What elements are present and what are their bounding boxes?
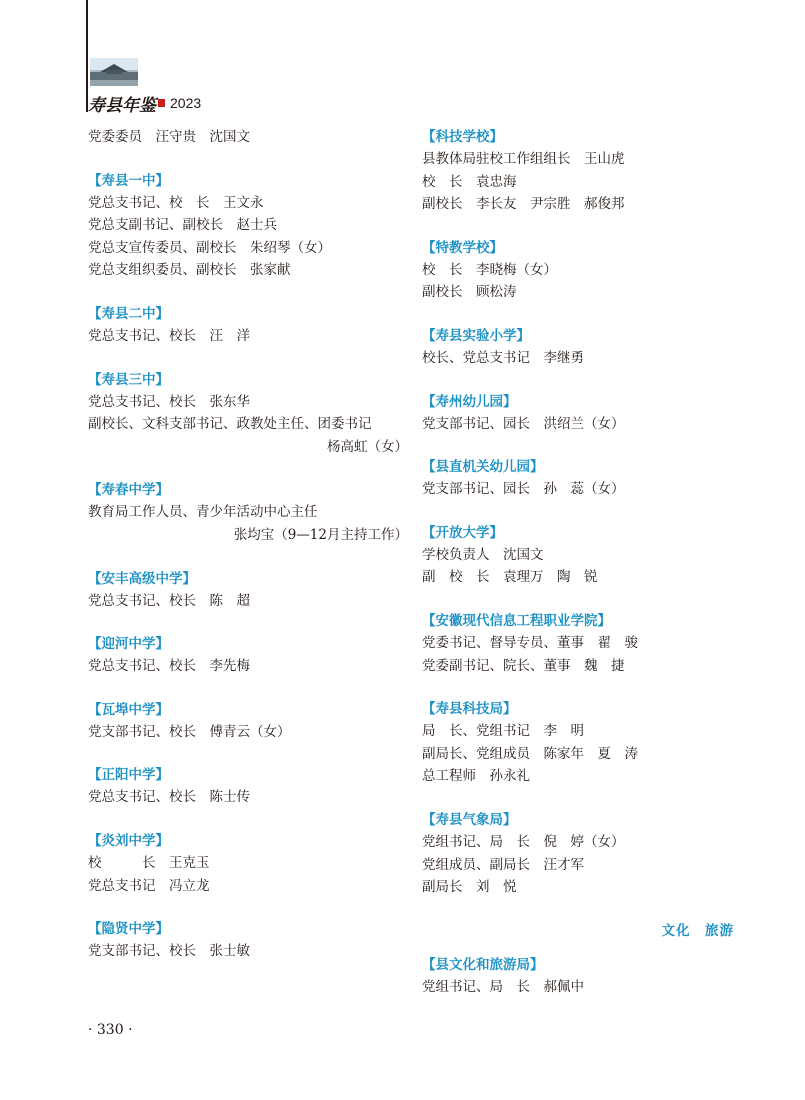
right-column <box>422 126 742 1019</box>
personnel-line: 党支部书记、校长 张士敏 <box>88 943 250 960</box>
section-heading: 【寿州幼儿园】 <box>422 393 517 410</box>
personnel-line: 党总支书记、校长 陈士传 <box>88 789 250 806</box>
org-section <box>422 954 742 999</box>
top-line: 党委委员 汪守贵 沈国文 <box>88 129 250 145</box>
personnel-line: 党组成员、副局长 汪才军 <box>422 856 584 873</box>
section-heading: 【寿县科技局】 <box>422 701 517 718</box>
yearbook-logo <box>88 92 201 114</box>
personnel-line: 校 长 袁忠海 <box>422 173 517 190</box>
org-section <box>422 610 742 677</box>
org-section <box>422 809 742 899</box>
org-section <box>88 479 408 546</box>
personnel-line: 杨高虹（女） <box>327 438 408 455</box>
section-heading: 【寿县二中】 <box>88 305 169 322</box>
personnel-line: 党总支书记、校长 李先梅 <box>88 658 250 675</box>
org-section <box>422 522 742 589</box>
org-section <box>422 126 742 216</box>
personnel-line: 副 校 长 袁理万 陶 锐 <box>422 569 598 586</box>
personnel-line: 学校负责人 沈国文 <box>422 546 544 563</box>
personnel-line: 副局长、党组成员 陈家年 夏 涛 <box>422 745 638 762</box>
logo-text: 寿县年鉴 <box>88 95 156 116</box>
personnel-line: 局 长、党组书记 李 明 <box>422 723 584 740</box>
org-section <box>422 325 742 370</box>
personnel-line: 党总支书记 冯立龙 <box>88 877 210 894</box>
personnel-line: 副校长 顾松涛 <box>422 284 517 301</box>
intro-block <box>88 126 408 149</box>
section-heading: 【隐贤中学】 <box>88 921 169 938</box>
section-heading: 【寿县三中】 <box>88 371 169 388</box>
org-section <box>422 391 742 436</box>
personnel-line: 党总支书记、校 长 王文永 <box>88 194 264 211</box>
left-column <box>88 126 408 984</box>
section-heading: 【特教学校】 <box>422 239 503 256</box>
personnel-line: 党总支组织委员、副校长 张家献 <box>88 262 291 279</box>
org-section <box>88 369 408 459</box>
section-heading: 【开放大学】 <box>422 524 503 541</box>
section-heading: 【县直机关幼儿园】 <box>422 459 544 476</box>
org-section <box>88 699 408 744</box>
personnel-line: 副局长 刘 悦 <box>422 879 517 896</box>
header-banner-image <box>90 58 138 86</box>
personnel-line: 党组书记、局 长 郝佩中 <box>422 978 584 995</box>
org-section <box>88 633 408 678</box>
page-number: · 330 · <box>88 1022 133 1038</box>
section-heading: 【寿县气象局】 <box>422 811 517 828</box>
personnel-line: 副校长、文科支部书记、政教处主任、团委书记 <box>88 416 372 433</box>
org-section <box>422 456 742 501</box>
personnel-line: 校 长 王克玉 <box>88 854 210 871</box>
personnel-line: 党总支副书记、副校长 赵士兵 <box>88 217 277 234</box>
org-section <box>422 698 742 788</box>
personnel-line: 总工程师 孙永礼 <box>422 768 530 785</box>
org-section <box>88 764 408 809</box>
logo-seal-icon <box>158 99 165 107</box>
org-section <box>88 568 408 613</box>
personnel-line: 校 长 李晓梅（女） <box>422 261 557 278</box>
section-heading: 【县文化和旅游局】 <box>422 956 544 973</box>
personnel-line: 教育局工作人员、青少年活动中心主任 <box>88 504 318 521</box>
personnel-line: 党支部书记、园长 洪绍兰（女） <box>422 415 625 432</box>
personnel-line: 校长、党总支书记 李继勇 <box>422 349 584 366</box>
personnel-line: 党支部书记、园长 孙 蕊（女） <box>422 481 625 498</box>
personnel-line: 县教体局驻校工作组组长 王山虎 <box>422 151 625 167</box>
logo-year: 2023 <box>170 95 202 111</box>
personnel-line: 党总支书记、校长 张东华 <box>88 393 250 410</box>
personnel-line: 党组书记、局 长 倪 婷（女） <box>422 833 625 850</box>
org-section <box>88 303 408 348</box>
section-heading: 【迎河中学】 <box>88 636 169 653</box>
section-heading: 【寿县实验小学】 <box>422 327 530 344</box>
section-heading: 【炎刘中学】 <box>88 832 169 849</box>
personnel-line: 副校长 李长友 尹宗胜 郝俊邦 <box>422 196 625 213</box>
personnel-line: 党总支宣传委员、副校长 朱绍琴（女） <box>88 239 331 256</box>
section-heading: 【寿县一中】 <box>88 172 169 189</box>
section-heading: 【寿春中学】 <box>88 482 169 499</box>
org-section <box>88 830 408 897</box>
section-heading: 【安徽现代信息工程职业学院】 <box>422 612 611 629</box>
section-heading: 【科技学校】 <box>422 129 503 145</box>
personnel-line: 党委副书记、院长、董事 魏 捷 <box>422 657 625 674</box>
personnel-line: 党支部书记、校长 傅青云（女） <box>88 723 291 740</box>
personnel-line: 党总支书记、校长 汪 洋 <box>88 327 250 344</box>
section-heading: 【瓦埠中学】 <box>88 701 169 718</box>
section-heading: 【正阳中学】 <box>88 767 169 784</box>
personnel-line: 张均宝（9—12月主持工作） <box>233 526 408 543</box>
category-heading: 文化 旅游 <box>661 922 734 939</box>
org-section <box>422 237 742 304</box>
org-section <box>88 170 408 282</box>
section-heading: 【安丰高级中学】 <box>88 570 196 587</box>
org-section <box>88 918 408 963</box>
personnel-line: 党总支书记、校长 陈 超 <box>88 592 250 609</box>
personnel-line: 党委书记、督导专员、董事 翟 骏 <box>422 634 638 651</box>
